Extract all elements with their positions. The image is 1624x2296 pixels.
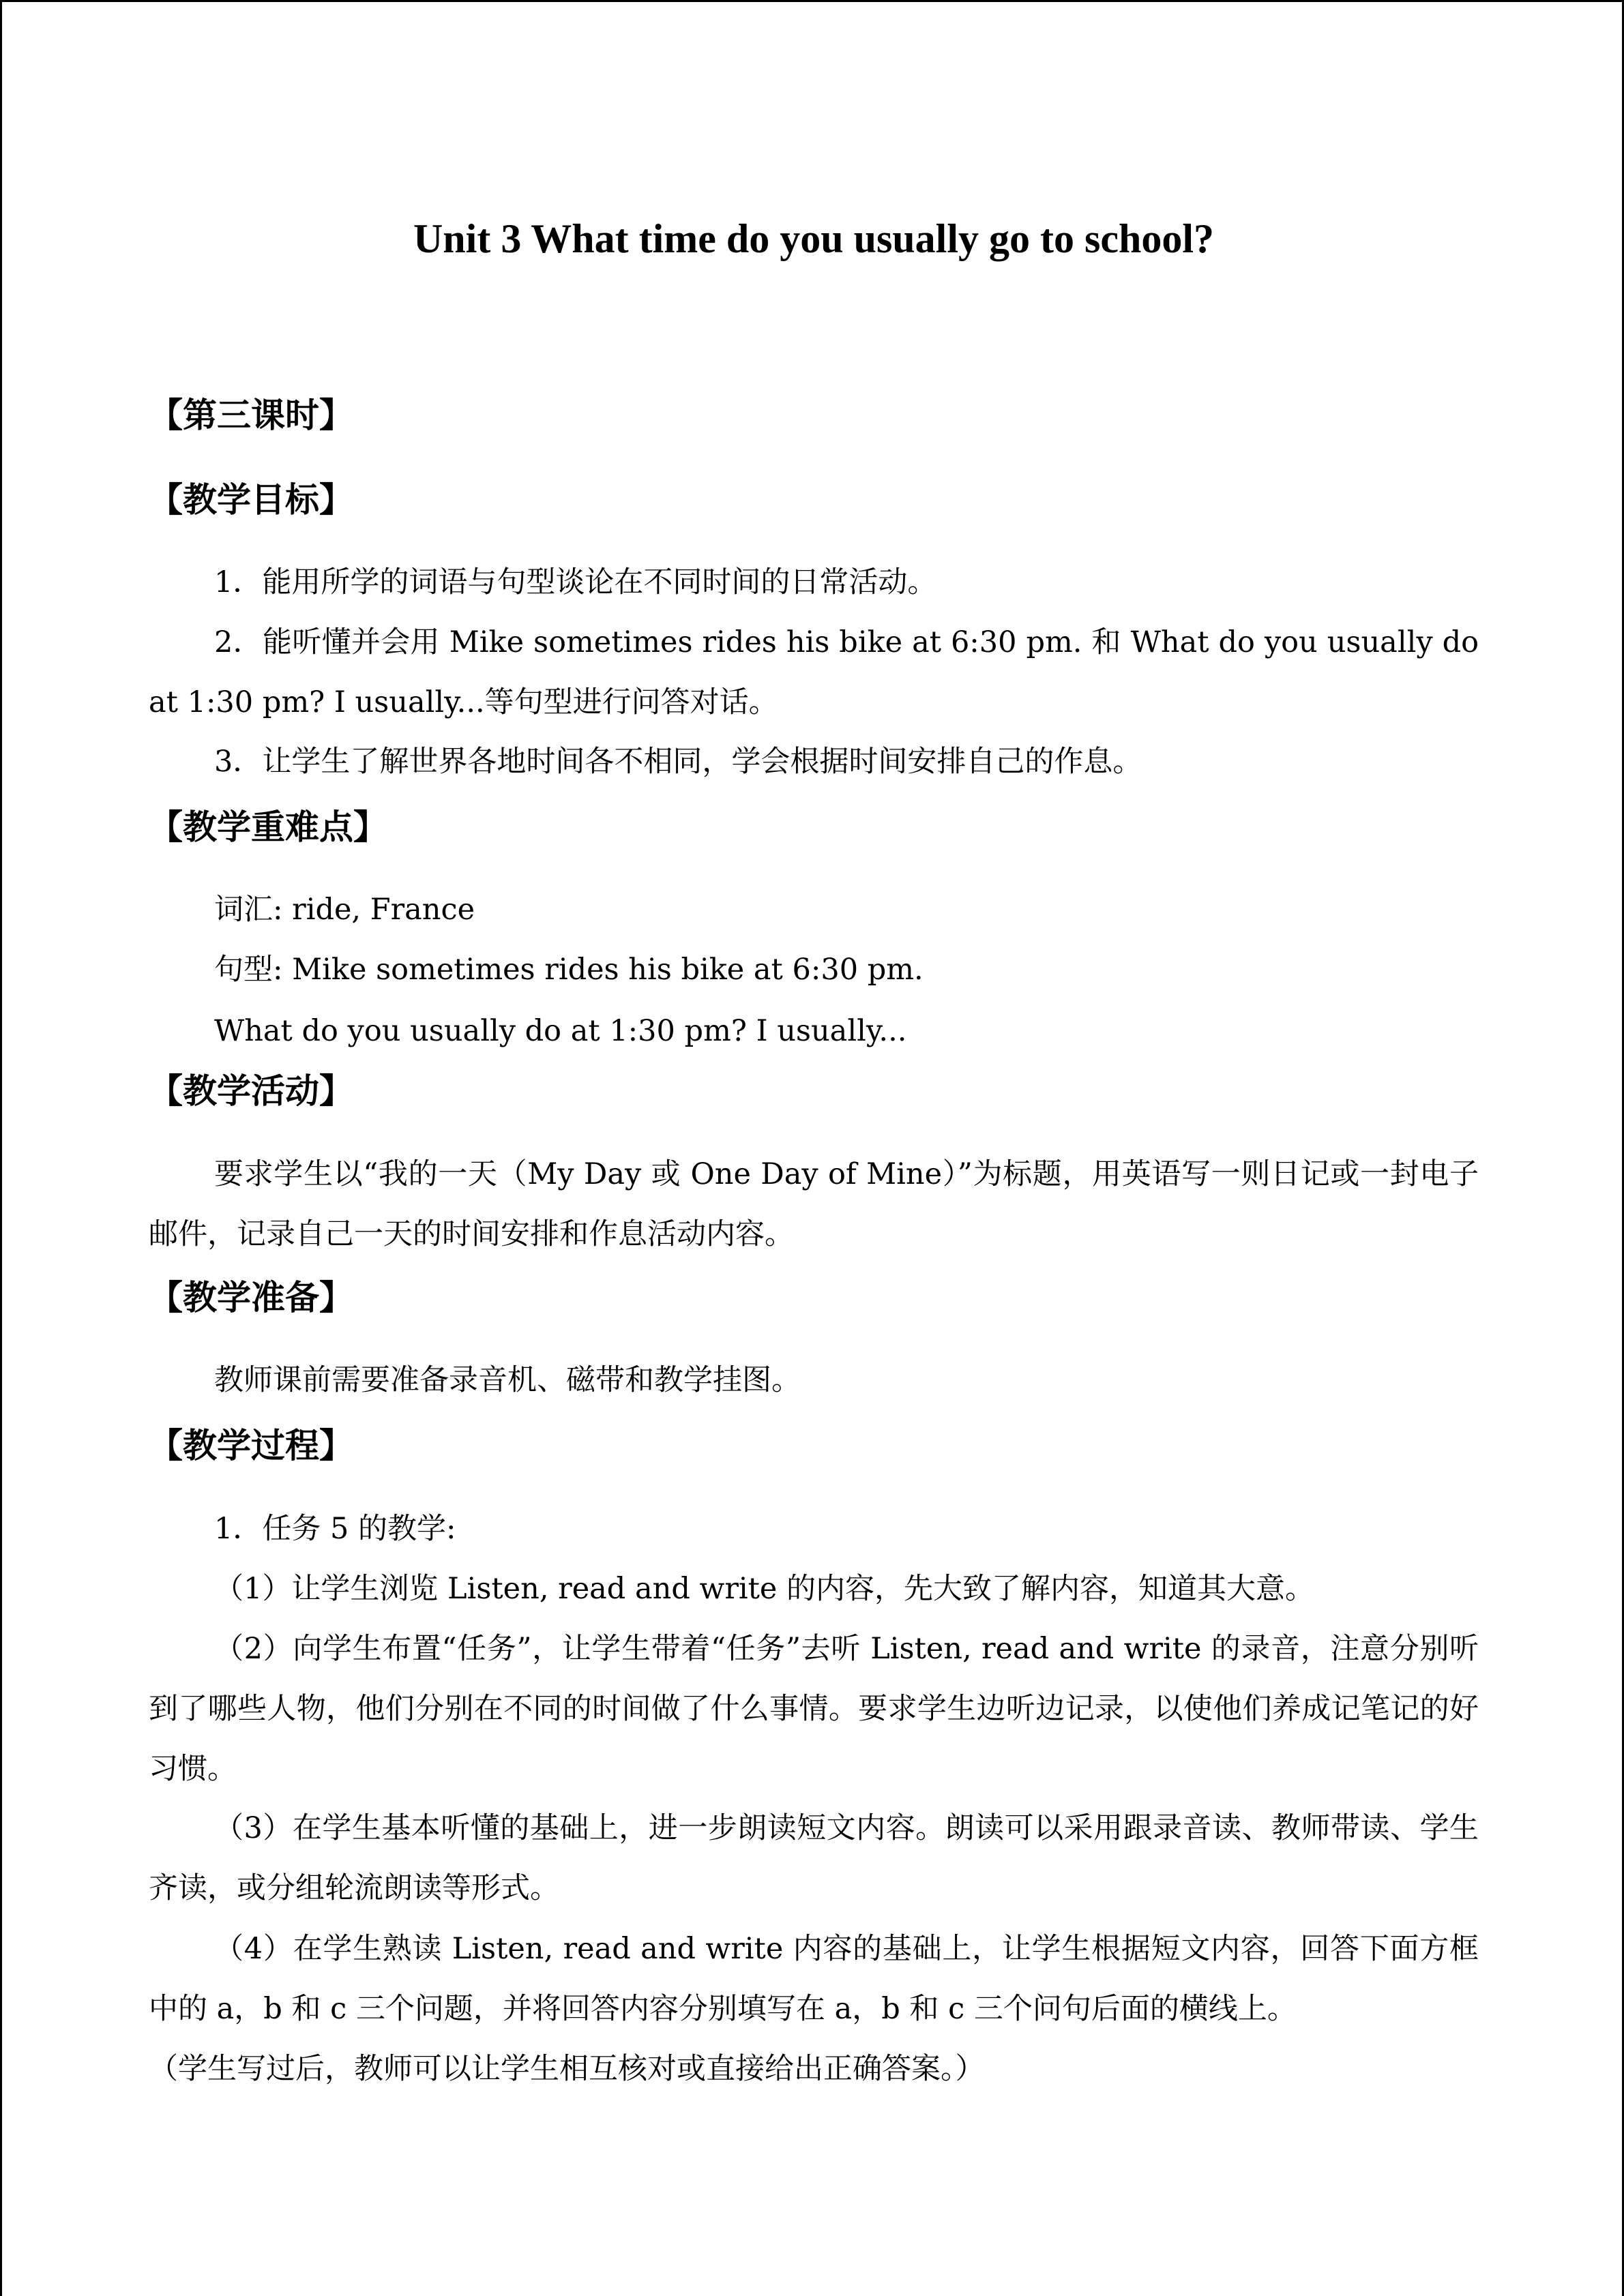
process-step-1: 1．任务 5 的教学: [214,1512,456,1546]
activities-text: 要求学生以“我的一天（My Day 或 One Day of Mine）”为标题，用英语写一则日记或一封电子邮件，记录自己一天的时间安排和作息活动内容。 [149,1157,1479,1251]
objective-item-1: 1．能用所学的词语与句型谈论在不同时间的日常活动。 [214,565,937,599]
key-point-question: What do you usually do at 1:30 pm? I usually... [214,1014,907,1048]
preparation-text: 教师课前需要准备录音机、磁带和教学挂图。 [214,1363,801,1397]
process-substep-3: （3）在学生基本听懂的基础上，进一步朗读短文内容。朗读可以采用跟录音读、教师带读、学生齐读，或分组轮流朗读等形式。 [149,1811,1479,1905]
key-point-vocabulary: 词汇: ride, France [214,893,475,927]
heading-key-points: 【教学重难点】 [149,807,387,847]
objective-item-3: 3．让学生了解世界各地时间各不相同，学会根据时间安排自己的作息。 [214,745,1142,779]
heading-activities: 【教学活动】 [149,1071,353,1111]
process-substep-1: （1）让学生浏览 Listen, read and write 的内容，先大致了解内容，知道其大意。 [214,1572,1315,1606]
process-substep-4: （4）在学生熟读 Listen, read and write 内容的基础上，让学生根据短文内容，回答下面方框中的 a，b 和 c 三个问题，并将回答内容分别填写在 a，b 和 c 三个问句后面的横线上。 [149,1932,1479,2026]
key-point-sentence: 句型: Mike sometimes rides his bike at 6:30 pm. [214,953,924,987]
objective-item-2: 2．能听懂并会用 Mike sometimes rides his bike at 6:30 pm. 和 What do you usually do at 1:30 pm? I usually...等句型进行问答对话。 [149,625,1479,719]
heading-preparation: 【教学准备】 [149,1278,353,1317]
process-note: （学生写过后，教师可以让学生相互核对或直接给出正确答案。） [149,2052,985,2086]
process-substep-2: （2）向学生布置“任务”，让学生带着“任务”去听 Listen, read and write 的录音，注意分别听到了哪些人物，他们分别在不同的时间做了什么事情。要求学生边听边记录，以使他们养成记笔记的好习惯。 [149,1632,1479,1786]
heading-lesson: 【第三课时】 [149,396,353,435]
heading-process: 【教学过程】 [149,1426,353,1465]
document-title: Unit 3 What time do you usually go to school? [413,216,1215,261]
heading-objectives: 【教学目标】 [149,480,353,520]
